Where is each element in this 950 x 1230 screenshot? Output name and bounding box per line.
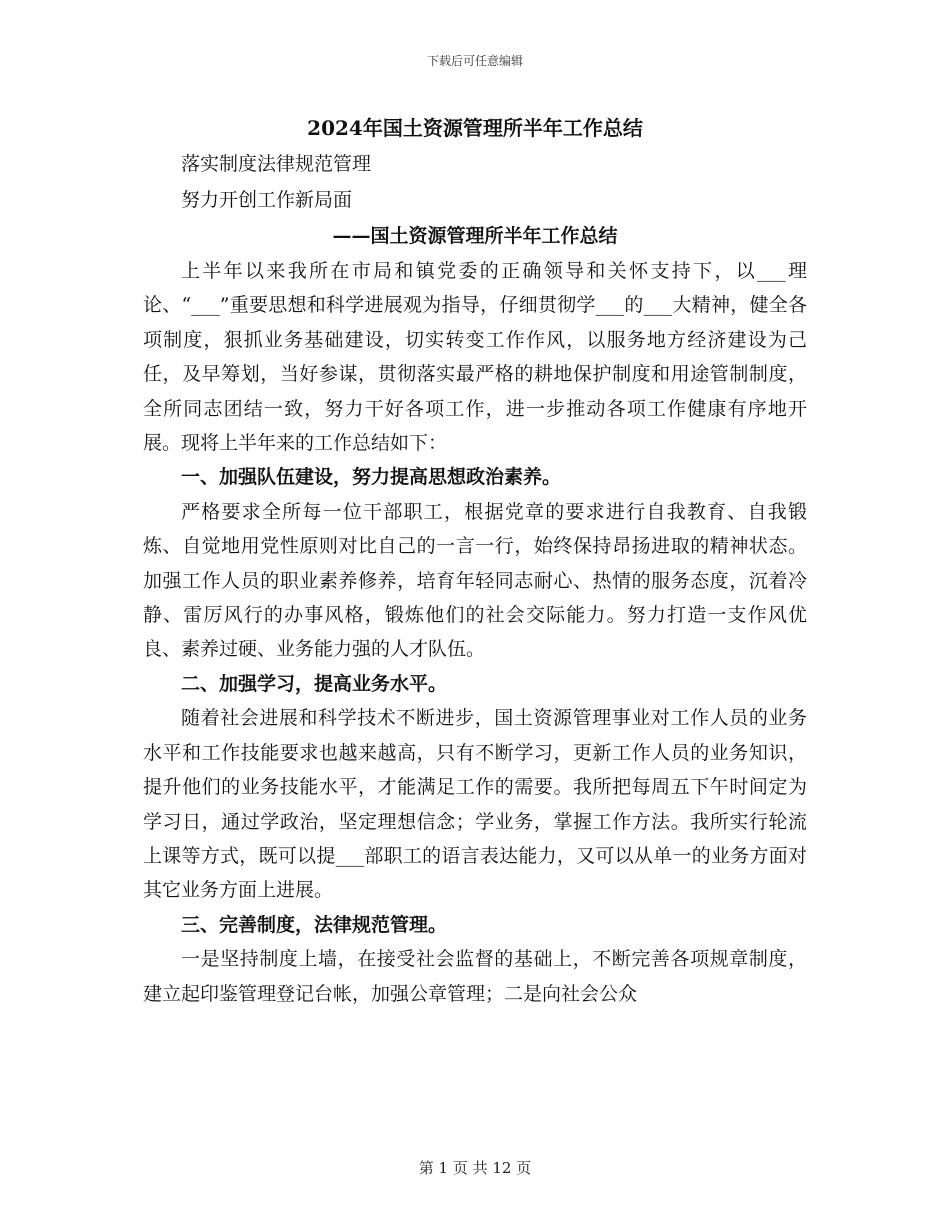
section-2-heading: 二、加强学习，提高业务水平。 xyxy=(181,672,448,695)
download-note: 下载后可任意编辑 xyxy=(426,54,523,68)
subtitle-line-1: 落实制度法律规范管理 xyxy=(181,153,372,175)
page-number: 第 1 页 共 12 页 xyxy=(418,1159,532,1177)
section-2-body: 随着社会进展和科学技术不断进步，国土资源管理事业对工作人员的业务水平和工作技能要求也越来越高，只有不断学习，更新工作人员的业务知识，提升他们的业务技能水平，才能满足工作的需要。我所把每周五下午时间定为学习日，通过学政治，坚定理想信念；学业务，掌握工作方法。我所实行轮流上课等方式，既可以提___部职工的语言表达能力，又可以从单一的业务方面对其它业务方面上进展。 xyxy=(143,707,807,902)
section-3-body: 一是坚持制度上墙，在接受社会监督的基础上，不断完善各项规章制度，建立起印鉴管理登记台帐，加强公章管理；二是向社会公众 xyxy=(143,948,807,1005)
document-title: 2024年国土资源管理所半年工作总结 xyxy=(307,116,643,140)
document-page xyxy=(143,110,807,1011)
section-1-heading: 一、加强队伍建设，努力提高思想政治素养。 xyxy=(181,466,562,489)
section-1-body: 严格要求全所每一位干部职工，根据党章的要求进行自我教育、自我锻炼、自觉地用党性原则对比自己的一言一行，始终保持昂扬进取的精神状态。加强工作人员的职业素养修养，培育年轻同志耐心、热情的服务态度，沉着冷静、雷厉风行的办事风格，锻炼他们的社会交际能力。努力打造一支作风优良、素养过硬、业务能力强的人才队伍。 xyxy=(143,500,807,661)
subtitle-line-2: 努力开创工作新局面 xyxy=(181,189,353,211)
intro-paragraph: 上半年以来我所在市局和镇党委的正确领导和关怀支持下，以___理论、“___”重要思想和科学进展观为指导，仔细贯彻学___的___大精神，健全各项制度，狠抓业务基础建设，切实转变工作作风，以服务地方经济建设为己任，及早筹划，当好参谋，贯彻落实最严格的耕地保护制度和用途管制制度，全所同志团结一致，努力干好各项工作，进一步推动各项工作健康有序地开展。现将上半年来的工作总结如下： xyxy=(143,260,807,455)
section-3-heading: 三、完善制度，法律规范管理。 xyxy=(181,913,448,936)
byline: ——国土资源管理所半年工作总结 xyxy=(332,225,618,247)
